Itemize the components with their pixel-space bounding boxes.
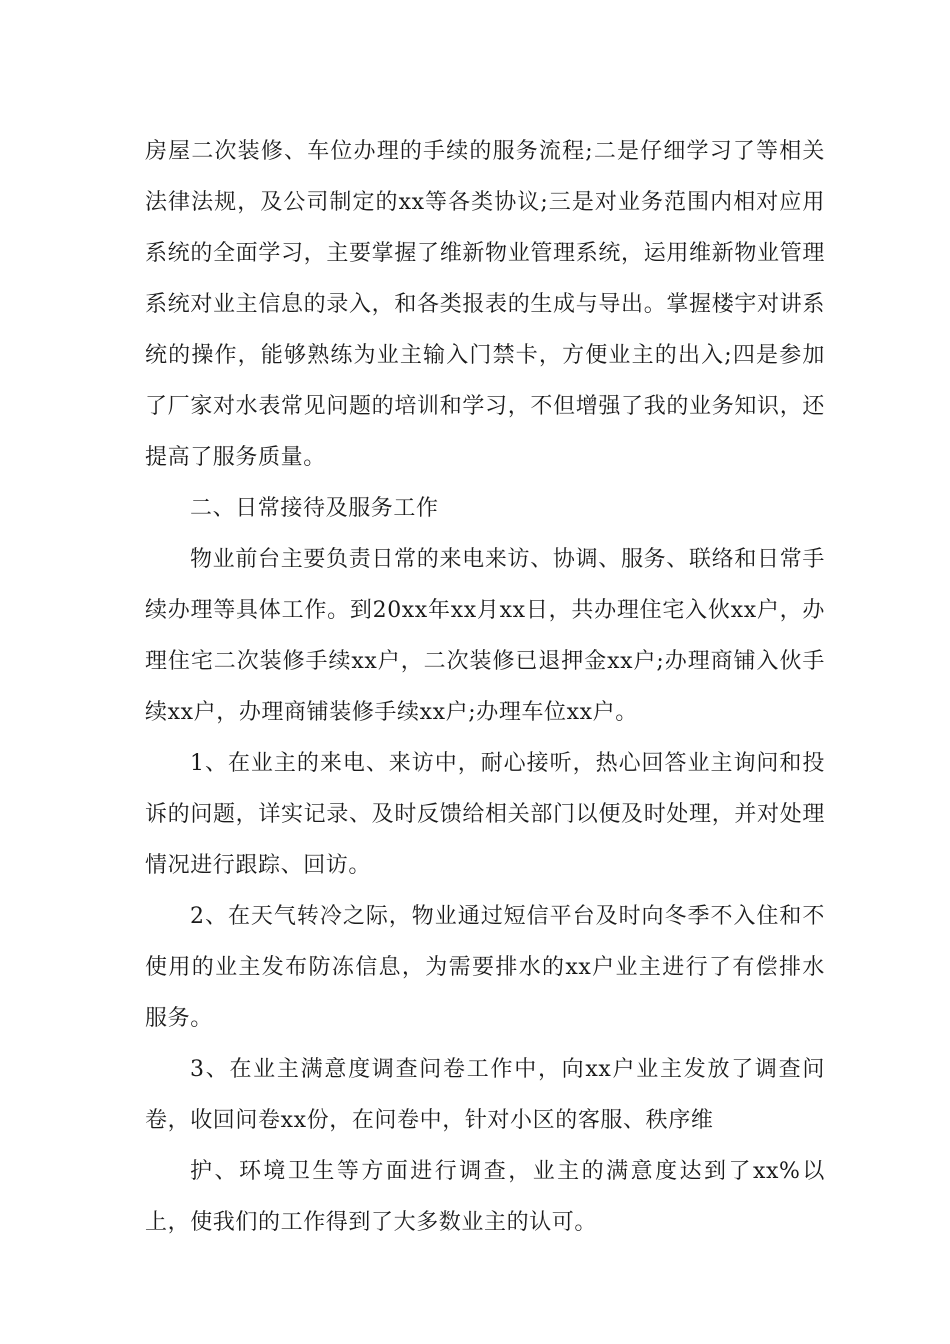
- paragraph-training: 房屋二次装修、车位办理的手续的服务流程;二是仔细学习了等相关法律法规，及公司制定的xx等各类协议;三是对业务范围内相对应用系统的全面学习，主要掌握了维新物业管理系统，运用维新物业管理系统对业主信息的录入，和各类报表的生成与导出。掌握楼宇对讲系统的操作，能够熟练为业主输入门禁卡，方便业主的出入;四是参加了厂家对水表常见问题的培训和学习，不但增强了我的业务知识，还提高了服务质量。: [145, 139, 825, 470]
- paragraph-item-3-continued: 护、环境卫生等方面进行调查，业主的满意度达到了xx%以上，使我们的工作得到了大多数业主的认可。: [145, 1159, 825, 1235]
- paragraph-item-1: 1、在业主的来电、来访中，耐心接听，热心回答业主询问和投诉的问题，详实记录、及时反馈给相关部门以便及时处理，并对处理情况进行跟踪、回访。: [145, 751, 825, 878]
- section-heading: 二、日常接待及服务工作: [190, 496, 439, 521]
- paragraph-front-desk: 物业前台主要负责日常的来电来访、协调、服务、联络和日常手续办理等具体工作。到20xx年xx月xx日，共办理住宅入伙xx户，办理住宅二次装修手续xx户，二次装修已退押金xx户;办理商铺入伙手续xx户，办理商铺装修手续xx户;办理车位xx户。: [145, 547, 825, 725]
- document-body: [145, 126, 825, 1248]
- paragraph-item-2: 2、在天气转冷之际，物业通过短信平台及时向冬季不入住和不使用的业主发布防冻信息，为需要排水的xx户业主进行了有偿排水服务。: [145, 904, 825, 1031]
- paragraph-item-3: 3、在业主满意度调查问卷工作中，向xx户业主发放了调查问卷，收回问卷xx份，在问卷中，针对小区的客服、秩序维: [145, 1057, 825, 1133]
